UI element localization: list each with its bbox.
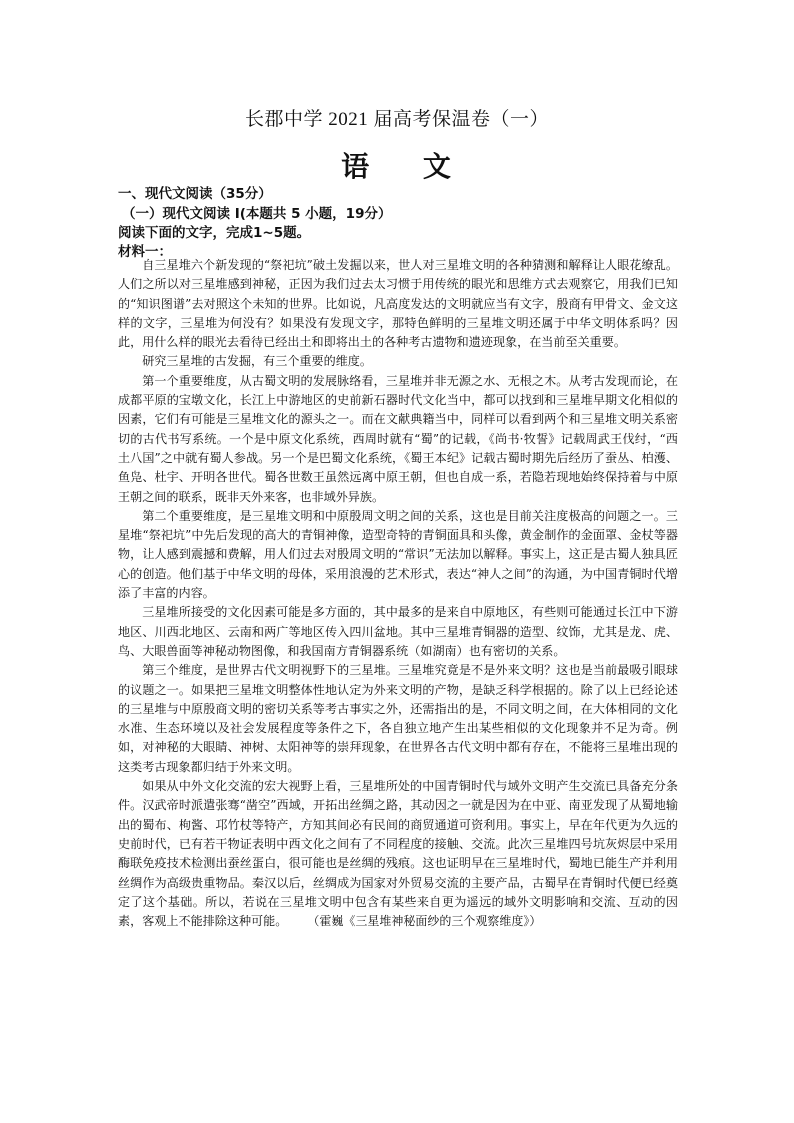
article-paragraph-text: 如果从中外文化交流的宏大视野上看，三星堆所处的中国青铜时代与域外文明产生交流已具备充分条件。汉武帝时派遣张骞“凿空”西域，开拓出丝绸之路，其动因之一就是因为在中亚、南亚发现了从蜀地输出的蜀布、枸酱、邛竹杖等特产，方知其间必有民间的商贸通道可资利用。事实上，早在年代更为久远的史前时代，已有若干物证表明中西文化之间有了不同程度的接触、交流。此次三星堆四号坑灰烬层中采用酶联免疫技术检测出蚕丝蛋白，很可能也是丝绸的残痕。这也证明早在三星堆时代，蜀地已能生产并利用丝绸作为高级贵重物品。秦汉以后，丝绸成为国家对外贸易交流的主要产品，古蜀早在青铜时代便已经奠定了这个基础。所以，若说在三星堆文明中包含有某些来自更为遥远的域外文明影响和交流、互动的因素，客观上不能排除这种可能。 (118, 779, 678, 929)
reading-instruction: 阅读下面的文字，完成1~5题。 (118, 225, 311, 241)
article-paragraph-last (118, 777, 678, 931)
article-paragraph: 研究三星堆的古发掘，有三个重要的维度。 (142, 354, 372, 369)
material-label: 材料一： (118, 244, 172, 260)
subject-title: 语 文 (341, 150, 453, 183)
exam-title: 长郡中学 2021 届高考保温卷（一） (244, 109, 549, 130)
article-paragraph: 第一个重要维度，从古蜀文明的发展脉络看，三星堆并非无源之水、无根之木。从考古发现而论，在成都平原的宝墩文化，长江上中游地区的史前新石器时代文化当中，都可以找到和三星堆早期文化相似的因素，它们有可能是三星堆文化的源头之一。而在文献典籍当中，同样可以看到两个和三星堆文明关系密切的古代书写系统。一个是中原文化系统，西周时就有“蜀”的记载，《尚书·牧誓》记载周武王伐纣，“西土八国”之中就有蜀人参战。另一个是巴蜀文化系统，《蜀王本纪》记载古蜀时期先后经历了蚕丛、柏濩、鱼凫、杜宇、开明各世代。蜀各世数王虽然远离中原王朝，但也自成一系，若隐若现地始终保持着与中原王朝之间的联系，既非天外来客，也非域外异族。 (118, 373, 678, 504)
subsection-heading: （一）现代文阅读 I(本题共 5 小题，19分） (122, 206, 392, 222)
article-paragraph: 第三个维度，是世界古代文明视野下的三星堆。三星堆究竟是不是外来文明？这也是当前最吸引眼球的议题之一。如果把三星堆文明整体性地认定为外来文明的产物，是缺乏科学根据的。除了以上已经论述的三星堆与中原殷商文明的密切关系等考古事实之外，还需指出的是，不同文明之间，在大体相同的文化水准、生态环境以及社会发展程度等条件之下，各自独立地产生出某些相似的文化现象并不足为奇。例如，对神秘的大眼睛、神树、太阳神等的崇拜现象，在世界各古代文明中都有存在，不能将三星堆出现的这类考古现象都归结于外来文明。 (118, 663, 678, 774)
article-paragraph: 自三星堆六个新发现的“祭祀坑”破土发掘以来，世人对三星堆文明的各种猜测和解释让人眼花缭乱。人们之所以对三星堆感到神秘，正因为我们过去太习惯于用传统的眼光和思维方式去观察它，用我们已知的“知识图谱”去对照这个未知的世界。比如说，凡高度发达的文明就应当有文字，殷商有甲骨文、金文这样的文字，三星堆为何没有？如果没有发现文字，那特色鲜明的三星堆文明还属于中华文明体系吗？因此，用什么样的眼光去看待已经出土和即将出土的各种考古遗物和遗迹现象，在当前至关重要。 (118, 258, 678, 350)
article-paragraph: 三星堆所接受的文化因素可能是多方面的，其中最多的是来自中原地区，有些则可能通过长江中下游地区、川西北地区、云南和两广等地区传入四川盆地。其中三星堆青铜器的造型、纹饰，尤其是龙、虎、鸟、大眼兽面等神秘动物图像，和我国南方青铜器系统（如湖南）也有密切的关系。 (118, 605, 678, 658)
article-paragraph: 第二个重要维度，是三星堆文明和中原殷周文明之间的关系，这也是目前关注度极高的问题之一。三星堆“祭祀坑”中先后发现的高大的青铜神像，造型奇特的青铜面具和头像，黄金制作的金面罩、金杖等器物，让人感到震撼和费解，用人们过去对殷周文明的“常识”无法加以解释。事实上，这正是古蜀人独具匠心的创造。他们基于中华文明的母体，采用浪漫的艺术形式，表达“神人之间”的沟通，为中国青铜时代增添了丰富的内容。 (118, 508, 678, 601)
article-source: （霍巍《三星堆神秘面纱的三个观察维度》） (313, 914, 542, 929)
section-heading: 一、现代文阅读（35分） (118, 186, 272, 202)
article-body (118, 256, 678, 931)
